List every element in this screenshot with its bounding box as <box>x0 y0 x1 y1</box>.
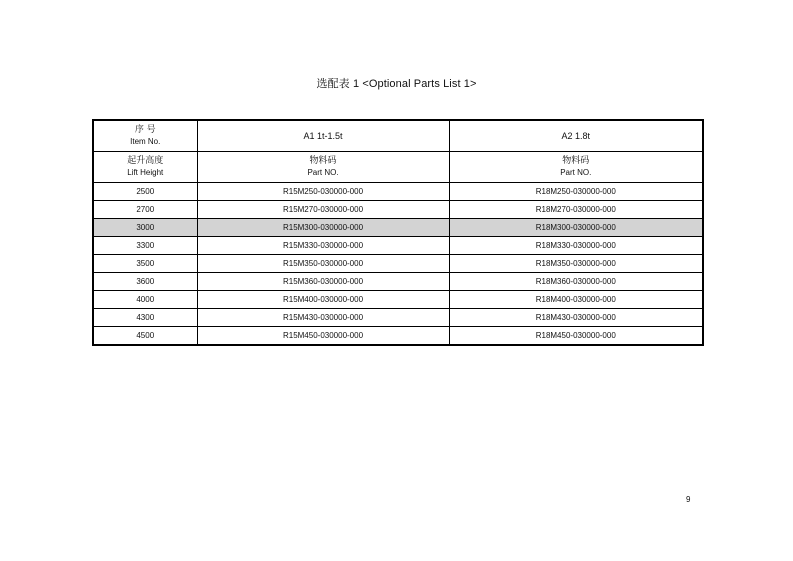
lift-height-cell: 4500 <box>93 327 197 346</box>
lift-height-header <box>93 152 197 183</box>
table-row <box>93 255 703 273</box>
a2-part-no-cell: R18M400-030000-000 <box>449 291 703 309</box>
a2-part-no-header-en: Part NO. <box>560 168 592 177</box>
a2-part-no-cell: R18M330-030000-000 <box>449 237 703 255</box>
lift-height-cell: 3300 <box>93 237 197 255</box>
table-row-highlighted <box>93 219 703 237</box>
a2-part-no-header-cn: 物料码 <box>562 156 590 166</box>
lift-height-cell: 4000 <box>93 291 197 309</box>
a2-part-no-cell: R18M270-030000-000 <box>449 201 703 219</box>
a1-model-header: A1 1t-1.5t <box>197 120 449 152</box>
lift-height-cell: 2500 <box>93 183 197 201</box>
table-row <box>93 291 703 309</box>
page-title: 选配表 1 <Optional Parts List 1> <box>316 78 477 90</box>
a1-part-no-cell: R15M330-030000-000 <box>197 237 449 255</box>
a1-part-no-cell: R15M450-030000-000 <box>197 327 449 346</box>
a1-part-no-cell: R15M300-030000-000 <box>197 219 449 237</box>
a2-part-no-cell: R18M360-030000-000 <box>449 273 703 291</box>
lift-height-header-cn: 起升高度 <box>127 156 164 166</box>
a1-part-no-header-en: Part NO. <box>307 168 339 177</box>
lift-height-cell: 2700 <box>93 201 197 219</box>
a2-part-no-cell: R18M250-030000-000 <box>449 183 703 201</box>
table-row <box>93 201 703 219</box>
a1-part-no-cell: R15M400-030000-000 <box>197 291 449 309</box>
table-row <box>93 273 703 291</box>
item-no-header <box>93 120 197 152</box>
a1-part-no-cell: R15M250-030000-000 <box>197 183 449 201</box>
a2-part-no-cell: R18M450-030000-000 <box>449 327 703 346</box>
a1-part-no-cell: R15M350-030000-000 <box>197 255 449 273</box>
a2-model-header: A2 1.8t <box>449 120 703 152</box>
a1-part-no-header <box>197 152 449 183</box>
table-row <box>93 237 703 255</box>
table-row <box>93 309 703 327</box>
lift-height-cell: 3000 <box>93 219 197 237</box>
lift-height-cell: 4300 <box>93 309 197 327</box>
table-row <box>93 183 703 201</box>
table-row <box>93 327 703 346</box>
a1-part-no-header-cn: 物料码 <box>309 156 337 166</box>
a2-part-no-cell: R18M300-030000-000 <box>449 219 703 237</box>
table-header-row <box>93 120 703 152</box>
optional-parts-table <box>92 119 704 346</box>
lift-height-header-en: Lift Height <box>127 168 164 177</box>
a1-part-no-cell: R15M270-030000-000 <box>197 201 449 219</box>
a1-part-no-cell: R15M430-030000-000 <box>197 309 449 327</box>
item-no-header-en: Item No. <box>130 137 161 146</box>
lift-height-cell: 3600 <box>93 273 197 291</box>
a2-part-no-cell: R18M430-030000-000 <box>449 309 703 327</box>
a2-part-no-header <box>449 152 703 183</box>
lift-height-cell: 3500 <box>93 255 197 273</box>
item-no-header-cn: 序 号 <box>134 125 156 135</box>
a2-part-no-cell: R18M350-030000-000 <box>449 255 703 273</box>
table-subheader-row <box>93 152 703 183</box>
a1-part-no-cell: R15M360-030000-000 <box>197 273 449 291</box>
page-number: 9 <box>686 495 691 504</box>
